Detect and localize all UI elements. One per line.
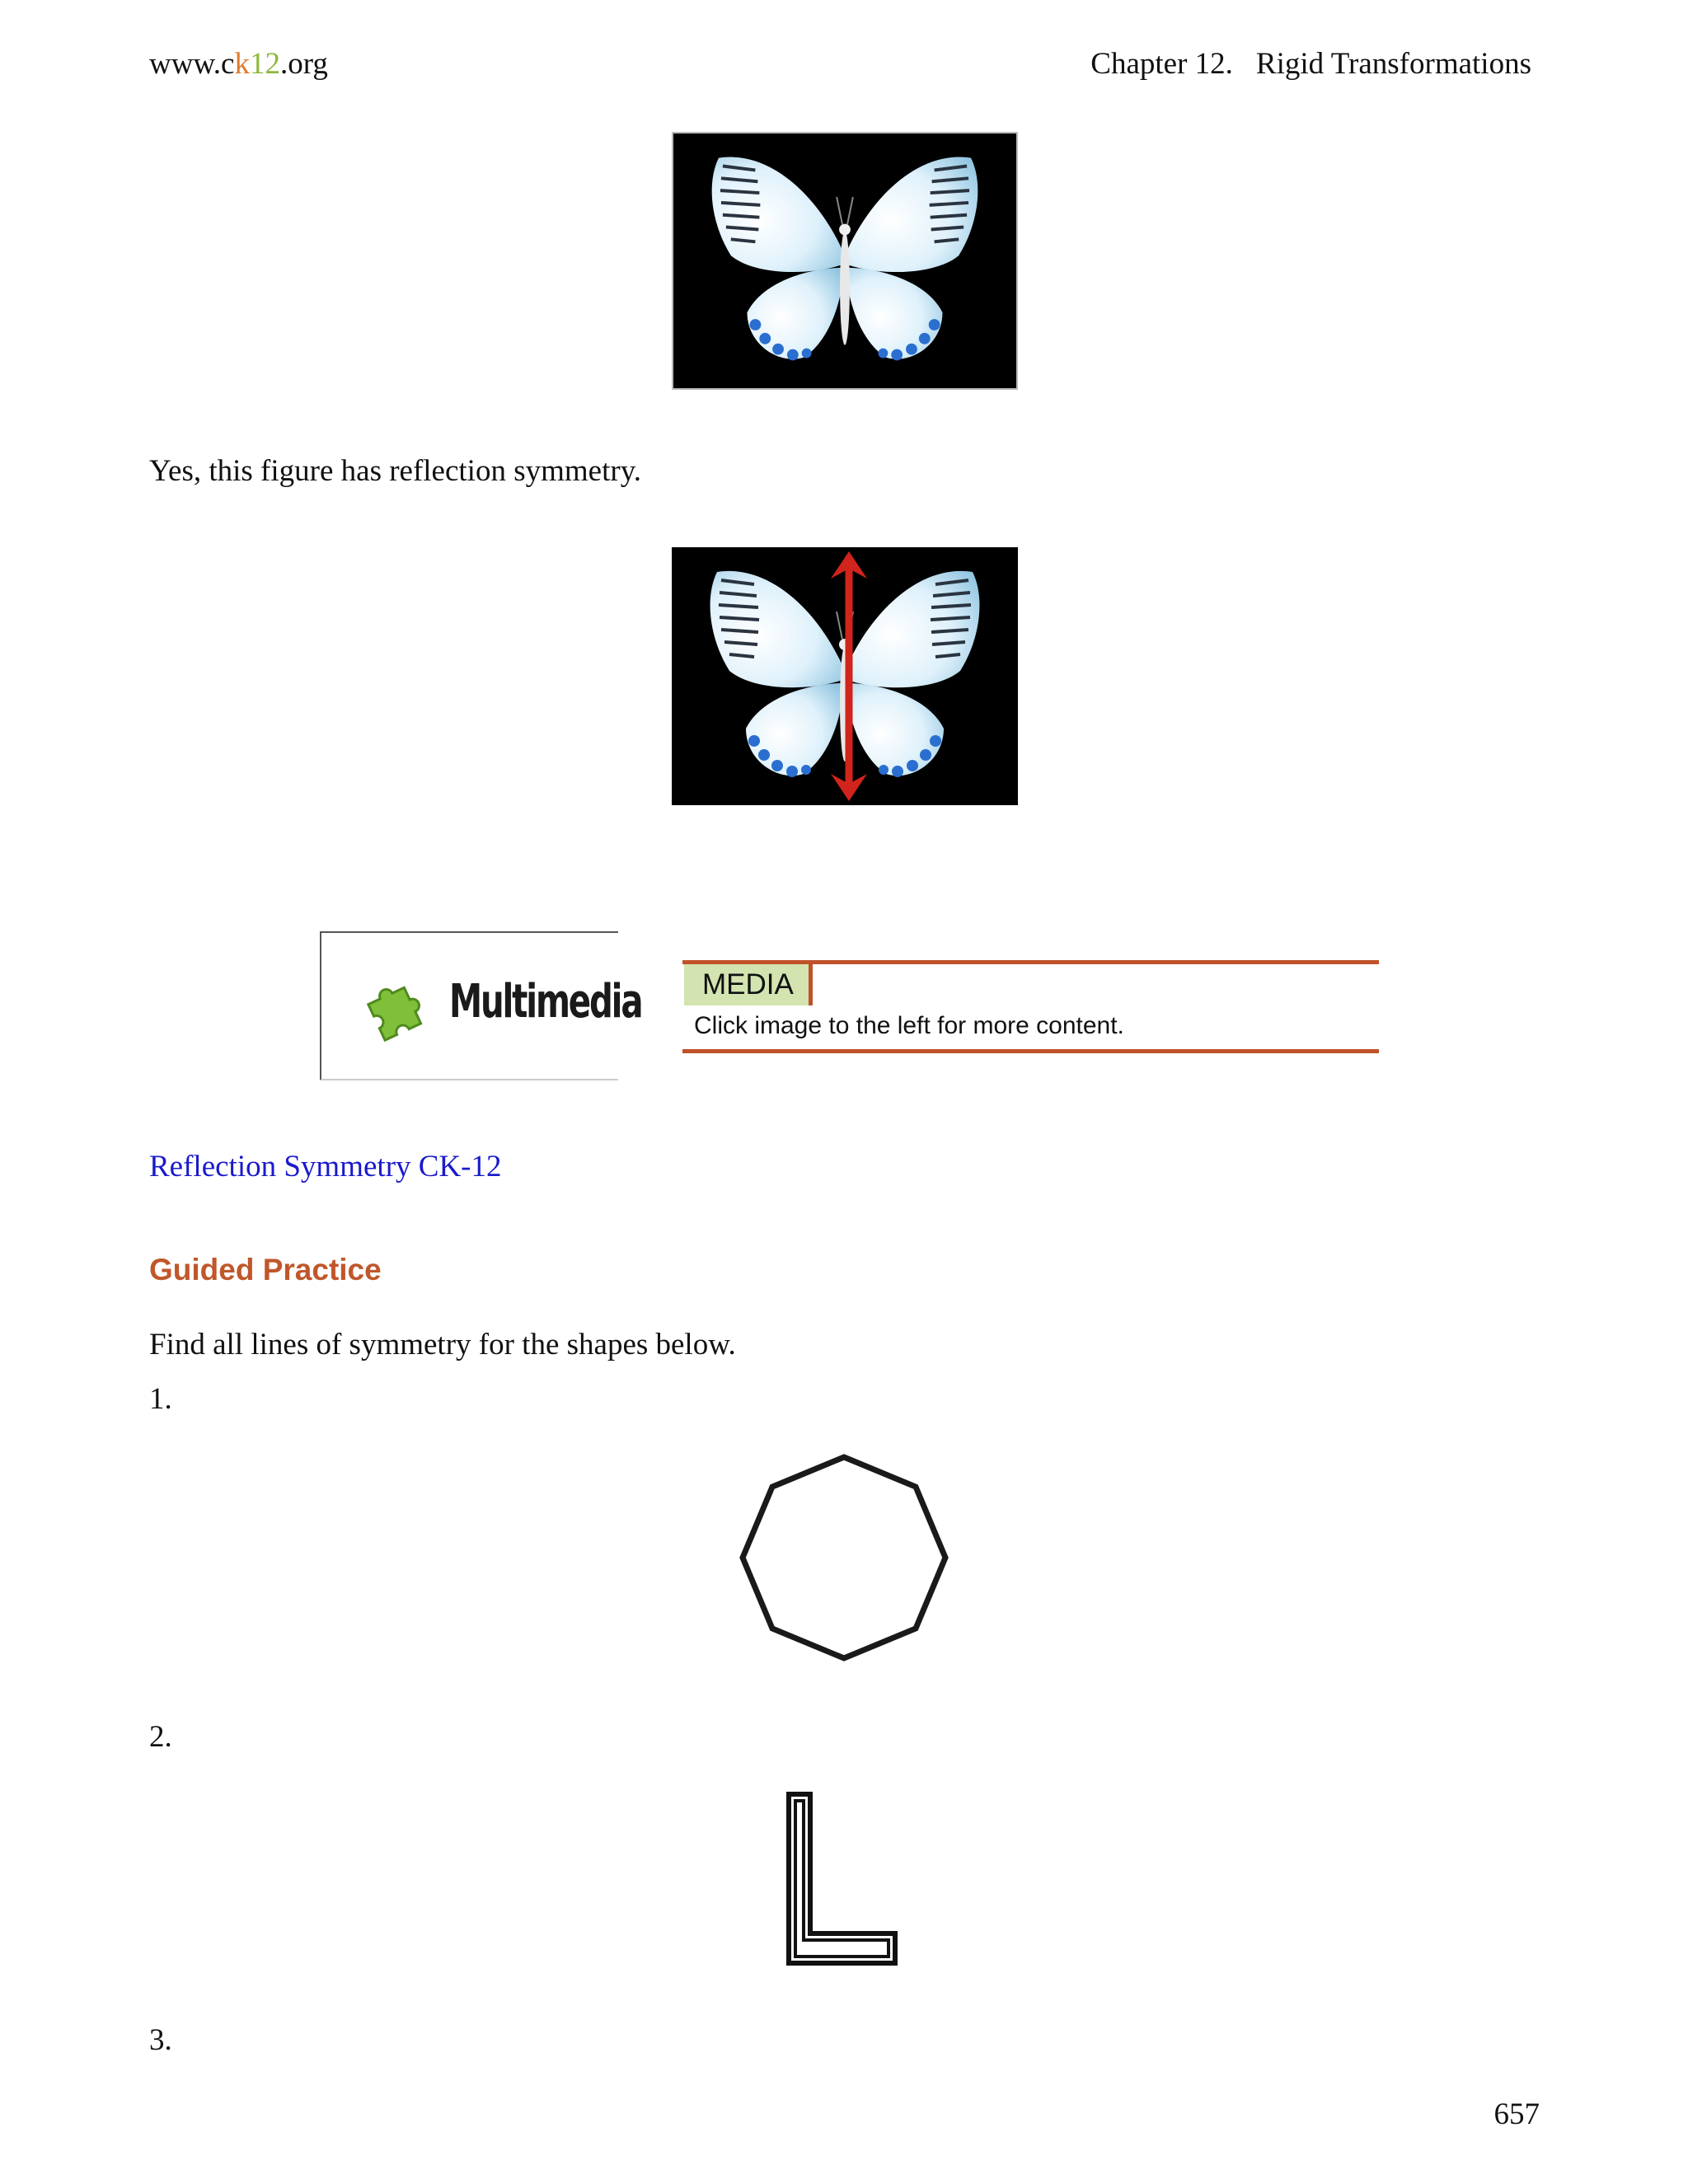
- l-shape: [785, 1792, 900, 1966]
- section-heading: Guided Practice: [149, 1253, 382, 1286]
- item-number-1: 1.: [149, 1382, 172, 1416]
- site-url-k: k: [234, 47, 250, 81]
- puzzle-icon: [361, 976, 427, 1042]
- chapter-number: Chapter 12.: [1090, 47, 1233, 81]
- site-url-prefix: www.: [149, 47, 222, 81]
- site-url-suffix: .org: [279, 47, 328, 81]
- butterfly-icon: [673, 134, 1016, 388]
- octagon-shape: [738, 1452, 950, 1663]
- chapter-header: [1090, 46, 1531, 82]
- page-number: 657: [1493, 2097, 1540, 2131]
- butterfly-image: [672, 132, 1018, 390]
- reflection-symmetry-link[interactable]: Reflection Symmetry CK-12: [149, 1150, 502, 1183]
- butterfly-icon: [672, 547, 1018, 805]
- chapter-title: Rigid Transformations: [1255, 47, 1531, 81]
- item-number-3: 3.: [149, 2023, 172, 2057]
- butterfly-symmetry-image: [672, 547, 1018, 805]
- media-tag: MEDIA: [684, 964, 813, 1005]
- answer-text: Yes, this figure has reflection symmetry.: [149, 454, 642, 488]
- site-url-12: 12: [249, 47, 280, 81]
- media-bottom-rule: [682, 1049, 1379, 1053]
- practice-prompt: Find all lines of symmetry for the shapes below.: [149, 1328, 736, 1361]
- multimedia-label: Multimedia: [449, 975, 642, 1029]
- media-instruction: Click image to the left for more content.: [694, 1012, 1124, 1039]
- site-url: [149, 46, 328, 82]
- site-url-c: c: [221, 47, 235, 81]
- item-number-2: 2.: [149, 1720, 172, 1754]
